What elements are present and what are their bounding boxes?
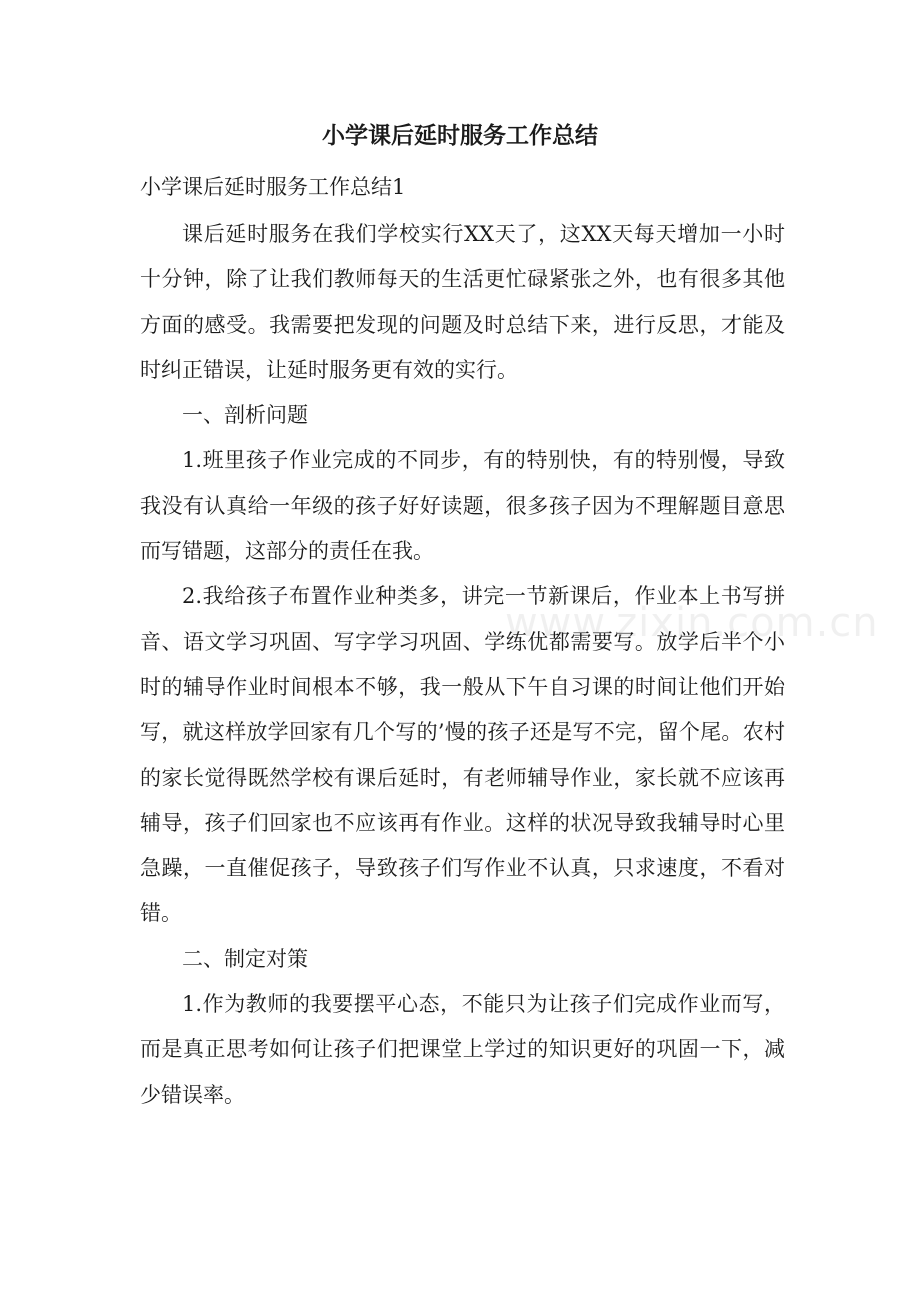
section-heading-analysis: 一、剖析问题 [182, 403, 308, 428]
document-title: 小学课后延时服务工作总结 [322, 123, 598, 149]
watermark: www.zixin.com.cn [505, 600, 879, 646]
paragraph-problem-2: 2.我给孩子布置作业种类多，讲完一节新课后，作业本上书写拼音、语文学习巩固、写字学习巩固、学练优都需要写。放学后半个小时的辅导作业时间根本不够，我一般从下午自习课的时间让他们开始写，就这样放学回家有几个写的’慢的孩子还是写不完，留个尾。农村的家长觉得既然学校有课后延时，有老师辅导作业，家长就不应该再辅导，孩子们回家也不应该再有作业。这样的状况导致我辅导时心里急躁，一直催促孩子，导致孩子们写作业不认真，只求速度，不看对错。 [140, 584, 785, 926]
paragraph-intro: 课后延时服务在我们学校实行XX天了，这XX天每天增加一小时十分钟，除了让我们教师每天的生活更忙碌紧张之外，也有很多其他方面的感受。我需要把发现的问题及时总结下来，进行反思，才能及时纠正错误，让延时服务更有效的实行。 [140, 222, 785, 382]
section-heading-countermeasures: 二、制定对策 [182, 946, 308, 971]
paragraph-countermeasure-1: 1.作为教师的我要摆平心态，不能只为让孩子们完成作业而写，而是真正思考如何让孩子们把课堂上学过的知识更好的巩固一下，减少错误率。 [140, 992, 785, 1107]
document-body [140, 212, 785, 1118]
document-subtitle: 小学课后延时服务工作总结1 [140, 175, 406, 199]
paragraph-problem-1: 1.班里孩子作业完成的不同步，有的特别快，有的特别慢，导致我没有认真给一年级的孩子好好读题，很多孩子因为不理解题目意思而写错题，这部分的责任在我。 [140, 448, 785, 564]
